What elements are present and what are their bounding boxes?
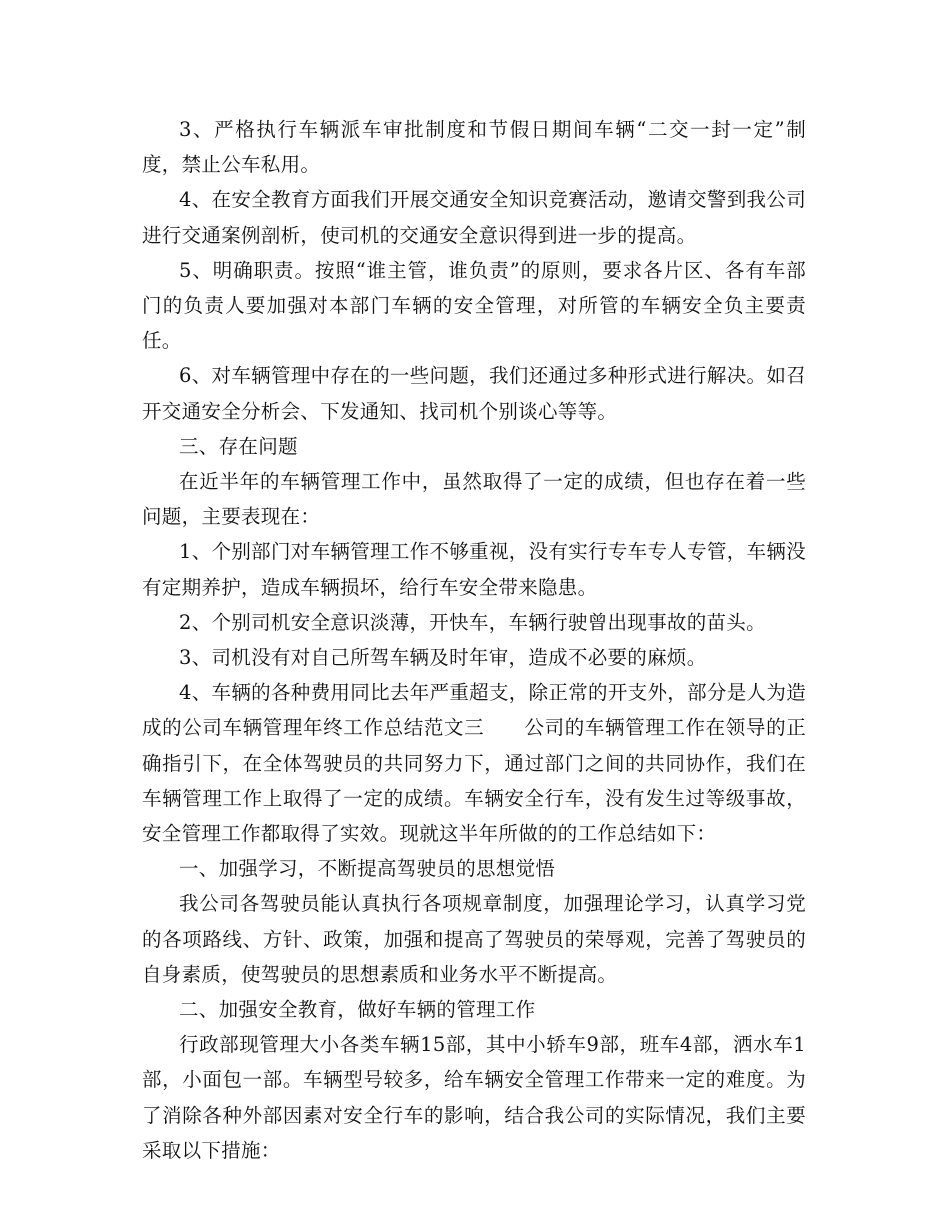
paragraph-rule-3: 3、严格执行车辆派车审批制度和节假日期间车辆“二交一封一定”制度，禁止公车私用。 <box>142 118 806 177</box>
paragraph-problem-4-and-summary: 4、车辆的各种费用同比去年严重超支，除正常的开支外，部分是人为造成的公司车辆管理年终工作总结范文三 公司的车辆管理工作在领导的正确指引下，在全体驾驶员的共同努力下，通过部门之间的共同协作，我们在车辆管理工作上取得了一定的成绩。车辆安全行车，没有发生过等级事故，安全管理工作都取得了实效。现就这半年所做的的工作总结如下： <box>142 681 806 846</box>
section-heading-problems: 三、存在问题 <box>179 434 298 458</box>
paragraph-problem-3: 3、司机没有对自己所驾车辆及时年审，造成不必要的麻烦。 <box>179 646 707 670</box>
paragraph-problem-2: 2、个别司机安全意识淡薄，开快车，车辆行驶曾出现事故的苗头。 <box>179 610 766 634</box>
paragraph-problem-1: 1、个别部门对车辆管理工作不够重视，没有实行专车专人专管，车辆没有定期养护，造成车辆损坏，给行车安全带来隐患。 <box>142 540 806 599</box>
paragraph-rule-6: 6、对车辆管理中存在的一些问题，我们还通过多种形式进行解决。如召开交通安全分析会、下发通知、找司机个别谈心等等。 <box>142 364 806 423</box>
paragraph-rule-5: 5、明确职责。按照“谁主管，谁负责”的原则，要求各片区、各有车部门的负责人要加强对本部门车辆的安全管理，对所管的车辆安全负主要责任。 <box>142 258 806 353</box>
paragraph-vehicle-fleet: 行政部现管理大小各类车辆15部，其中小轿车9部，班车4部，洒水车1部，小面包一部。车辆型号较多，给车辆安全管理工作带来一定的难度。为了消除各种外部因素对安全行车的影响，结合我公司的实际情况，我们主要采取以下措施： <box>142 1033 806 1162</box>
document-body <box>142 112 806 1168</box>
paragraph-rule-4: 4、在安全教育方面我们开展交通安全知识竞赛活动，邀请交警到我公司进行交通案例剖析，使司机的交通安全意识得到进一步的提高。 <box>142 188 806 247</box>
section-heading-safety-education: 二、加强安全教育，做好车辆的管理工作 <box>179 998 536 1022</box>
paragraph-problems-intro: 在近半年的车辆管理工作中，虽然取得了一定的成绩，但也存在着一些问题，主要表现在： <box>142 470 806 529</box>
section-heading-study: 一、加强学习，不断提高驾驶员的思想觉悟 <box>179 857 556 881</box>
paragraph-study: 我公司各驾驶员能认真执行各项规章制度，加强理论学习，认真学习党的各项路线、方针、政策，加强和提高了驾驶员的荣辱观，完善了驾驶员的自身素质，使驾驶员的思想素质和业务水平不断提高。 <box>142 892 806 986</box>
